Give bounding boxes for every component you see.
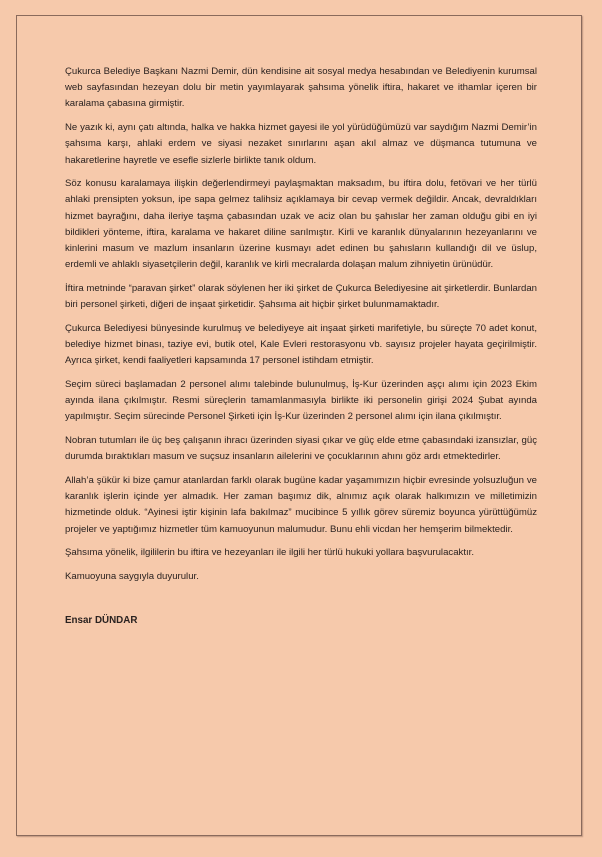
paragraph-4: İftira metninde “paravan şirket” olarak söylenen her iki şirket de Çukurca Belediyesine ait şirketlerdir. Bunlardan biri personel şirketi, diğeri de inşaat şirketidir. Şahsıma ait hiçbir şirket bulunmamaktadır.	[65, 282, 537, 311]
paragraph-5: Çukurca Belediyesi bünyesinde kurulmuş ve belediyeye ait inşaat şirketi marifetiyle, bu süreçte 70 adet konut, belediye hizmet binası, taziye evi, butik otel, Kale Evleri restorasyonu vb. sayısız projeler hayata geçirilmiştir. Ayrıca şirket, kendi faaliyetleri kapsamında 17 personel istihdam etmiştir.	[65, 322, 537, 367]
paragraph-1: Çukurca Belediye Başkanı Nazmi Demir, dün kendisine ait sosyal medya hesabından ve Belediyenin kurumsal web sayfasından hezeyan dolu bir metin yayımlayarak şahsıma yönelik iftira, hakaret ve ithamlar içeren bir karalama çabasına girmiştir.	[65, 66, 537, 110]
document-body	[65, 64, 537, 637]
closing-line: Kamuoyuna saygıyla duyurulur.	[65, 570, 199, 582]
paragraph-9: Şahsıma yönelik, ilgililerin bu iftira ve hezeyanları ile ilgili her türlü hukuki yollara başvurulacaktır.	[65, 547, 474, 559]
paragraph-3: Söz konusu karalamaya ilişkin değerlendirmeyi paylaşmaktan maksadım, bu iftira dolu, fetövari ve her türlü ahlaki prensipten yoksun, ipe sapa gelmez talihsiz açıklamaya bir cevap vermek değildir. Ancak, devraldıkları hizmet bayrağını, daha ileriye taşma çabasından uzak ve aciz olan bu şahıslar her zaman olduğu gibi en iyi bildikleri yönteme, iftira, karalama ve hakaret diline sarılmıştır. Kirli ve karanlık dünyalarının hezeyanlarını ve kinlerini masum ve mazlum insanların üzerine kusmayı adet edinen bu şahısların kullandığı dil ve üslup, erdemli ve ahlaklı siyasetçilerin değil, karanlık ve kirli mecralarda dolaşan malum zihniyetin ürünüdür.	[65, 178, 537, 271]
paragraph-6: Seçim süreci başlamadan 2 personel alımı talebinde bulunulmuş, İş-Kur üzerinden aşçı alımı için 2023 Ekim ayında ilana çıkılmıştır. Resmi süreçlerin tamamlanmasıyla birlikte iki personelin girişi 2024 Şubat ayında yapılmıştır. Seçim sürecinde Personel Şirketi için İş-Kur üzerinden 2 personel alımı için ilana çıkılmıştır.	[65, 378, 537, 423]
signature: Ensar DÜNDAR	[65, 615, 138, 627]
paragraph-2: Ne yazık ki, aynı çatı altında, halka ve hakka hizmet gayesi ile yol yürüdüğümüzü var saydığım Nazmi Demir’in şahsıma karşı, ahlaki erdem ve siyasi nezaket sınırlarını aşan akıl almaz ve düşmanca tutumuna ve hakaretlerine hayretle ve esefle sizlerle birlikte tanık oldum.	[65, 122, 537, 166]
paragraph-7: Nobran tutumları ile üç beş çalışanın ihracı üzerinden siyasi çıkar ve güç elde etme çabasındaki izansızlar, güç durumda bıraktıkları masum ve suçsuz insanların ailelerini ve çocuklarının ahını göz ardı etmektedirler.	[65, 435, 537, 463]
paragraph-8: Allah’a şükür ki bize çamur atanlardan farklı olarak bugüne kadar yaşamımızın hiçbir evresinde yolsuzluğun ve karanlık işlerin içinde yer almadık. Her zaman başımız dik, alnımız açık olarak halkımızın ve milletimizin hizmetinde olduk. “Ayinesi iştir kişinin lafa bakılmaz” mucibince 5 yıllık görev süremiz boyunca yürüttüğümüz projeler ve yaptığımız hizmetler tüm kamuoyunun malumudur. Bunu ehli vicdan her hemşerim bilmektedir.	[65, 474, 537, 535]
